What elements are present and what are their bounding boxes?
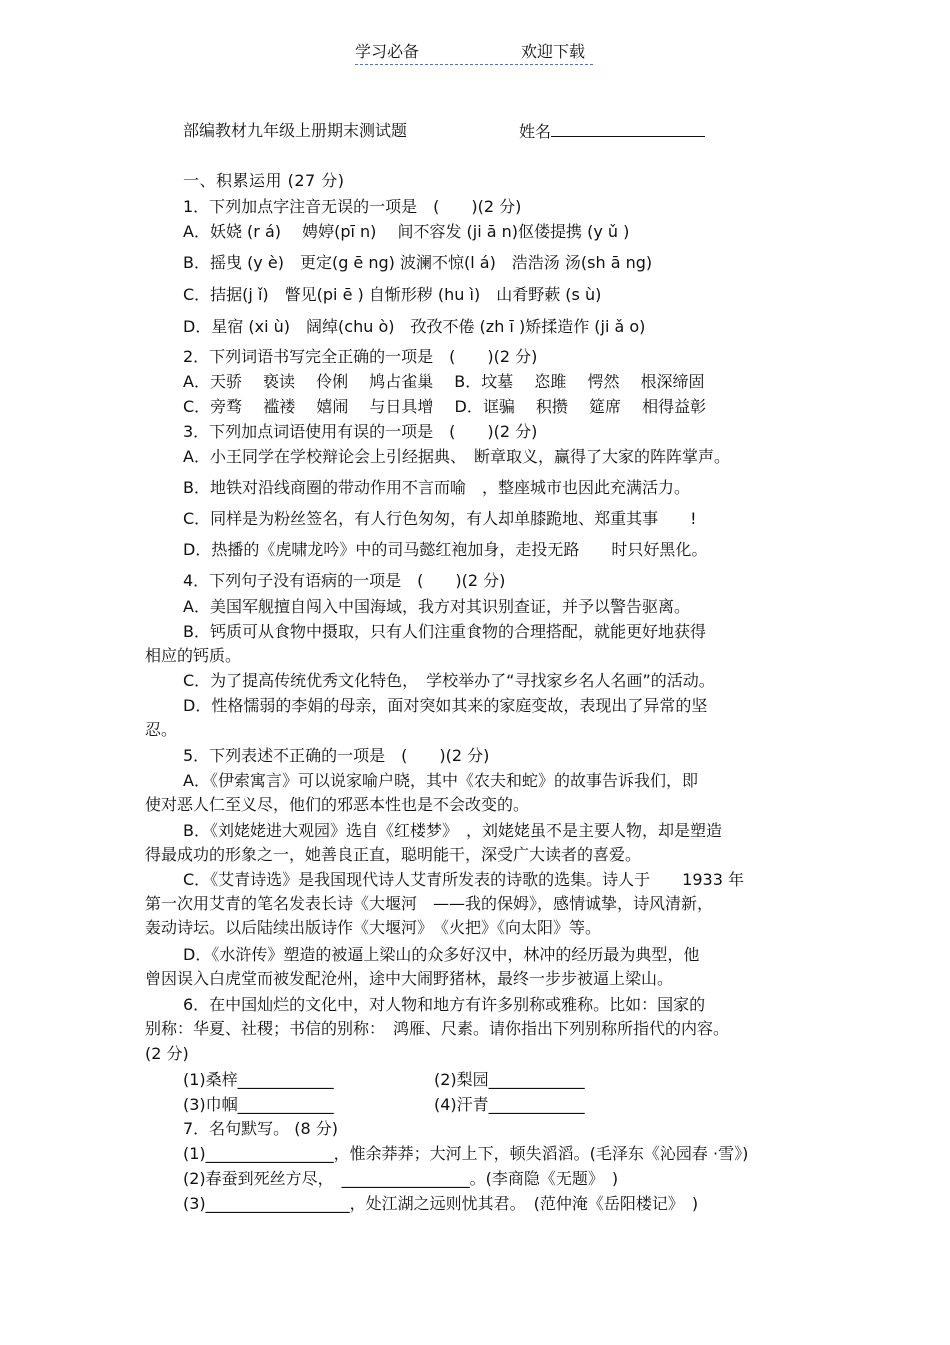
q2-options-ab: A．天骄 亵读 伶俐 鸠占雀巢 B．坟墓 恣雎 愕然 根深缔固: [183, 372, 705, 391]
name-field[interactable]: [519, 120, 705, 143]
section-heading: 一、积累运用 (27 分): [183, 171, 345, 190]
q6-stem: 6．在中国灿烂的文化中，对人物和地方有许多别称或雅称。比如：国家的: [183, 995, 706, 1014]
name-blank[interactable]: [551, 120, 705, 137]
q4-option-a: A．美国军舰擅自闯入中国海域，我方对其识别查证，并予以警告驱离。: [183, 597, 690, 616]
header-right: 欢迎下载: [521, 42, 586, 61]
q4-stem: 4．下列句子没有语病的一项是 ( )(2 分): [183, 571, 506, 590]
q5-option-b: B．《刘姥姥进大观园》选自《红楼梦》 ，刘姥姥虽不是主要人物，却是塑造: [183, 821, 722, 840]
q2-stem: 2．下列词语书写完全正确的一项是 ( )(2 分): [183, 347, 538, 366]
q7-stem: 7．名句默写。 (8 分): [183, 1119, 339, 1138]
q4-option-b-cont: 相应的钙质。: [145, 646, 242, 665]
exam-title: 部编教材九年级上册期末测试题: [183, 121, 408, 140]
q4-option-c: C．为了提高传统优秀文化特色， 学校举办了“寻找家乡名人名画”的活动。: [183, 671, 715, 690]
q1-stem: 1．下列加点字注音无误的一项是 ( )(2 分): [183, 197, 522, 216]
q1-option-d: D．星宿 (xi ù) 阔绰(chu ò) 孜孜不倦 (zh ī )矫揉造作 (ji ǎ o): [183, 317, 646, 336]
page-header: [355, 40, 593, 65]
q5-option-c-cont2: 轰动诗坛。以后陆续出版诗作《大堰河》 《火把》《向太阳》等。: [145, 918, 602, 937]
q6-item-2[interactable]: (2)梨园____________: [434, 1070, 585, 1089]
q7-line-1[interactable]: (1)________________，惟余莽莽；大河上下，顿失滔滔。(毛泽东《沁园春 ·雪》): [183, 1144, 749, 1163]
q4-option-d: D．性格懦弱的李娟的母亲，面对突如其来的家庭变故，表现出了异常的坚: [183, 696, 708, 715]
header-left: 学习必备: [355, 42, 420, 61]
q3-stem: 3．下列加点词语使用有误的一项是 ( )(2 分): [183, 422, 538, 441]
q5-option-c-cont1: 第一次用艾青的笔名发表长诗《大堰河 ——我的保姆》，感情诚挚，诗风清新，: [145, 894, 714, 913]
q5-option-d: D．《水浒传》塑造的被逼上梁山的众多好汉中，林冲的经历最为典型，他: [183, 945, 700, 964]
q6-stem-cont: 别称：华夏、社稷；书信的别称： 鸿雁、尺素。请你指出下列别称所指代的内容。: [145, 1019, 730, 1038]
q1-option-a: A．妖娆 (r á) 娉婷(pī n) 间不容发 (ji ā n)伛偻提携 (y ǔ ): [183, 222, 630, 241]
q7-line-2[interactable]: (2)春蚕到死丝方尽， ________________。(李商隐《无题》 ): [183, 1169, 619, 1188]
q6-item-4[interactable]: (4)汗青____________: [434, 1095, 585, 1114]
q1-option-c: C．拮据(j ǐ) 瞥见(pi ē ) 自惭形秽 (hu ì) 山肴野蔌 (s ù): [183, 285, 602, 304]
q3-option-b: B．地铁对沿线商圈的带动作用不言而喻 ，整座城市也因此充满活力。: [183, 478, 690, 497]
q5-option-c: C．《艾青诗选》是我国现代诗人艾青所发表的诗歌的选集。诗人于 1933 年: [183, 870, 744, 889]
q2-options-cd: C．旁骛 褴褛 嬉闹 与日具增 D．诓骗 积攒 筵席 相得益彰: [183, 397, 707, 416]
q5-option-a: A．《伊索寓言》可以说家喻户晓，其中《农夫和蛇》的故事告诉我们，即: [183, 771, 698, 790]
q5-stem: 5．下列表述不正确的一项是 ( )(2 分): [183, 746, 490, 765]
q3-option-d: D．热播的《虎啸龙吟》中的司马懿红袍加身，走投无路 时只好黑化。: [183, 540, 708, 559]
q6-item-1[interactable]: (1)桑梓____________: [183, 1070, 334, 1089]
q4-option-b: B．钙质可从食物中摄取，只有人们注重食物的合理搭配，就能更好地获得: [183, 622, 706, 641]
q3-option-a: A．小王同学在学校辩论会上引经据典、 断章取义，赢得了大家的阵阵掌声。: [183, 447, 730, 466]
q6-item-3[interactable]: (3)巾帼____________: [183, 1095, 334, 1114]
q4-option-d-cont: 忍。: [145, 720, 178, 739]
q5-option-a-cont: 使对恶人仁至义尽，他们的邪恶本性也是不会改变的。: [145, 795, 530, 814]
name-label: 姓名: [519, 122, 552, 141]
q1-option-b: B．摇曳 (y è) 更定(g ē ng) 波澜不惊(l á) 浩浩汤 汤(sh ā ng): [183, 253, 653, 272]
q5-option-d-cont: 曾因误入白虎堂而被发配沧州，途中大闹野猪林，最终一步步被逼上梁山。: [145, 969, 674, 988]
q7-line-3[interactable]: (3)__________________，处江湖之远则忧其君。 (范仲淹《岳阳楼记》 ): [183, 1194, 699, 1213]
q5-option-b-cont: 得最成功的形象之一，她善良正直，聪明能干，深受广大读者的喜爱。: [145, 845, 642, 864]
q6-score: (2 分): [145, 1044, 189, 1063]
q3-option-c: C．同样是为粉丝签名，有人行色匆匆，有人却单膝跪地、郑重其事 !: [183, 509, 697, 528]
